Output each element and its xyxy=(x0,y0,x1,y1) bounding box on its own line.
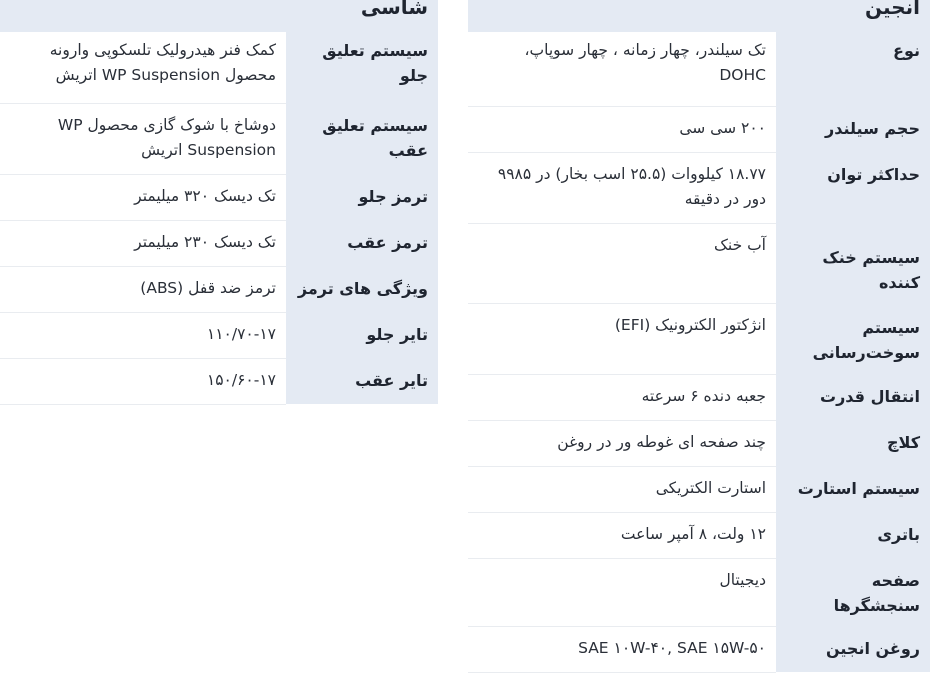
engine-section-title: انجین xyxy=(468,0,930,32)
spec-value: تک دیسک ۲۳۰ میلیمتر xyxy=(0,220,286,266)
spec-value: کمک فنر هیدرولیک تلسکوپی وارونه محصول WP Suspension اتریش xyxy=(0,32,286,103)
spec-value: ۱۸.۷۷ کیلووات (۲۵.۵ اسب بخار) در ۹۹۸۵ دور در دقیقه xyxy=(468,152,776,223)
spec-row-instruments xyxy=(468,558,930,626)
engine-specs-panel xyxy=(468,0,930,673)
spec-row-starter xyxy=(468,466,930,512)
spec-label: سیستم سوخت‌رسانی xyxy=(776,303,930,374)
spec-row-clutch xyxy=(468,420,930,466)
spec-value: چند صفحه ای غوطه ور در روغن xyxy=(468,420,776,466)
spec-label: حجم سیلندر xyxy=(776,106,930,152)
engine-spec-table xyxy=(468,32,930,673)
spec-row-max-power xyxy=(468,152,930,223)
spec-value: ۱۵۰/۶۰-۱۷ xyxy=(0,358,286,404)
spec-label: سیستم خنک کننده xyxy=(776,223,930,303)
spec-value: دیجیتال xyxy=(468,558,776,626)
spec-value: ترمز ضد قفل (ABS) xyxy=(0,266,286,312)
spec-value: تک دیسک ۳۲۰ میلیمتر xyxy=(0,174,286,220)
spec-value: ۱۱۰/۷۰-۱۷ xyxy=(0,312,286,358)
spec-row-transmission xyxy=(468,374,930,420)
spec-value: ۱۲ ولت، ۸ آمپر ساعت xyxy=(468,512,776,558)
spec-label: کلاچ xyxy=(776,420,930,466)
spec-row-fuel-system xyxy=(468,303,930,374)
spec-value: آب خنک xyxy=(468,223,776,303)
spec-label: تایر جلو xyxy=(286,312,438,358)
spec-value: دوشاخ با شوک گازی محصول WP Suspension اتریش xyxy=(0,103,286,174)
spec-value: انژکتور الکترونیک (EFI) xyxy=(468,303,776,374)
spec-label: حداکثر توان xyxy=(776,152,930,223)
spec-label: صفحه سنجشگرها xyxy=(776,558,930,626)
spec-label: سیستم تعلیق جلو xyxy=(286,32,438,103)
spec-label: نوع xyxy=(776,32,930,106)
spec-row-engine-oil xyxy=(468,626,930,672)
spec-row-front-tire xyxy=(0,312,438,358)
spec-label: ترمز عقب xyxy=(286,220,438,266)
chassis-section-title: شاسی xyxy=(0,0,438,32)
spec-row-rear-brake xyxy=(0,220,438,266)
spec-label: سیستم استارت xyxy=(776,466,930,512)
spec-row-rear-tire xyxy=(0,358,438,404)
spec-row-displacement xyxy=(468,106,930,152)
spec-row-cooling xyxy=(468,223,930,303)
chassis-specs-panel xyxy=(0,0,438,405)
spec-row-battery xyxy=(468,512,930,558)
spec-label: تایر عقب xyxy=(286,358,438,404)
spec-label: انتقال قدرت xyxy=(776,374,930,420)
spec-row-engine-type xyxy=(468,32,930,106)
spec-row-front-brake xyxy=(0,174,438,220)
spec-value: ۲۰۰ سی سی xyxy=(468,106,776,152)
spec-value: استارت الکتریکی xyxy=(468,466,776,512)
spec-label: ویژگی های ترمز xyxy=(286,266,438,312)
spec-row-front-suspension xyxy=(0,32,438,103)
spec-label: سیستم تعلیق عقب xyxy=(286,103,438,174)
spec-label: روغن انجین xyxy=(776,626,930,672)
spec-value: جعبه دنده ۶ سرعته xyxy=(468,374,776,420)
chassis-spec-table xyxy=(0,32,438,405)
spec-label: باتری xyxy=(776,512,930,558)
spec-row-brake-features xyxy=(0,266,438,312)
spec-value: SAE ۱۰W-۴۰, SAE ۱۵W-۵۰ xyxy=(468,626,776,672)
spec-value: تک سیلندر، چهار زمانه ، چهار سوپاپ، DOHC xyxy=(468,32,776,106)
spec-label: ترمز جلو xyxy=(286,174,438,220)
spec-row-rear-suspension xyxy=(0,103,438,174)
